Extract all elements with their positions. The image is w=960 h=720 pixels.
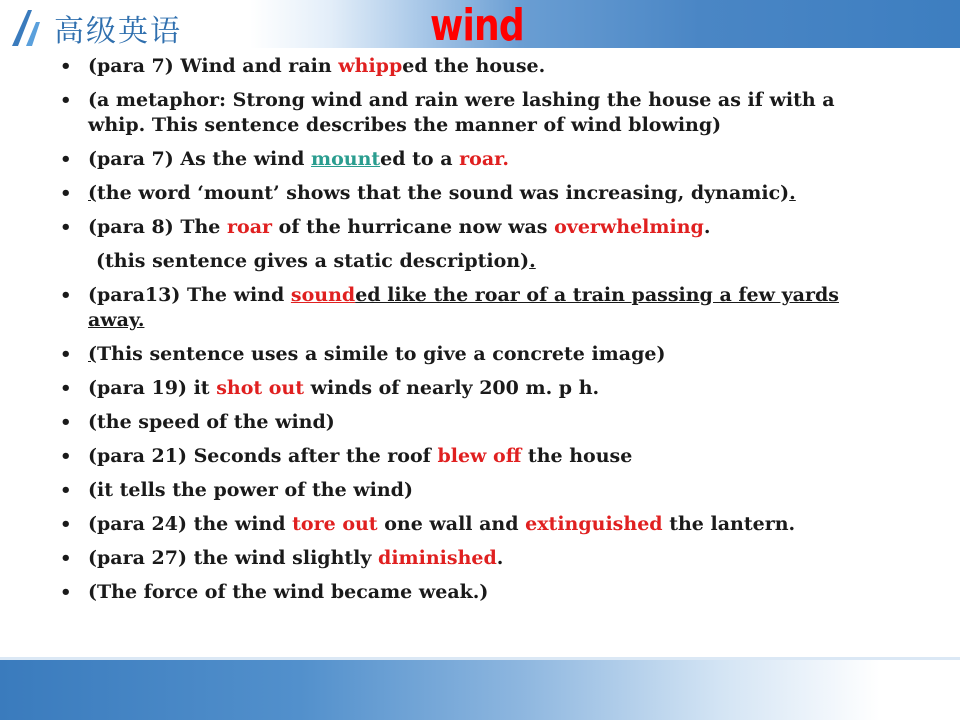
text-segment: (para 7) Wind and rain [88,55,339,77]
text-segment: . [703,216,711,238]
text-segment: whipp [338,55,403,77]
bullet-icon: • [60,582,72,603]
text-segment: tore out [292,513,378,535]
logo-text: 高级英语 [54,14,182,49]
text-segment: (this sentence gives a static description) [96,250,530,272]
text-segment: sound [290,284,356,306]
text-segment: . [789,182,796,204]
text-segment: (para13) The wind [88,284,291,306]
bullet-icon: • [60,446,72,467]
bullet-icon: • [60,56,72,77]
text-segment: the word ‘mount’ shows that the sound was increasing, dynamic) [97,182,790,204]
text-segment: . [496,547,504,569]
list-item [0,512,960,537]
list-item [0,376,960,401]
text-segment: (para 8) The [88,216,228,238]
text-segment: ( [88,343,97,365]
text-segment: winds of nearly 200 m. p h. [304,377,600,399]
bullet-icon: • [60,183,72,204]
text-segment: (the speed of the wind) [88,411,335,433]
bullet-icon: • [60,480,72,501]
bullet-icon: • [60,90,72,111]
text-segment: roar [227,216,273,238]
text-segment: (para 24) the wind [88,513,293,535]
text-segment: (para 21) Seconds after the roof [88,445,438,467]
text-segment: ed the house. [402,55,546,77]
text-segment: (a metaphor: Strong wind and rain were lashing the house as if with a whip. This sentence describes the manner of wind blowing) [88,89,835,136]
text-segment: blew off [437,445,522,467]
bullet-icon: • [60,514,72,535]
footer-band [0,660,960,720]
list-item [0,580,960,605]
text-segment: diminished [378,547,497,569]
text-segment: (para 19) it [88,377,217,399]
bullet-icon: • [60,548,72,569]
list-item [0,181,960,206]
text-segment: the house [521,445,633,467]
text-segment: mount [310,148,381,170]
text-segment: (it tells the power of the wind) [88,479,413,501]
text-segment: (para 27) the wind slightly [88,547,379,569]
text-segment: of the hurricane now was [272,216,555,238]
bullet-icon: • [60,412,72,433]
bullet-icon: • [60,149,72,170]
text-segment: the lantern. [662,513,796,535]
bullet-list [0,54,960,614]
text-segment: (para 7) As the wind [88,148,311,170]
list-item [0,215,960,240]
list-item [0,249,960,274]
slide-title: wind [430,0,524,51]
text-segment: roar. [459,148,510,170]
text-segment: extinguished [525,513,663,535]
bullet-icon: • [60,378,72,399]
list-item [0,478,960,503]
bullet-icon: • [60,344,72,365]
list-item [0,410,960,435]
list-item [0,342,960,367]
text-segment: one wall and [377,513,526,535]
bullet-icon: • [60,217,72,238]
logo-icon [6,6,52,52]
list-item [0,54,960,79]
text-segment: ed like the roar of a train passing a few yards away. [88,284,839,331]
bullet-icon: • [60,285,72,306]
text-segment: (The force of the wind became weak.) [88,581,489,603]
list-item [0,283,960,333]
text-segment: shot out [216,377,305,399]
text-segment: This sentence uses a simile to give a concrete image) [97,343,666,365]
text-segment: . [529,250,536,272]
list-item [0,88,960,138]
text-segment: overwhelming [554,216,704,238]
text-segment: ed to a [380,148,460,170]
list-item [0,546,960,571]
text-segment: ( [88,182,97,204]
list-item [0,147,960,172]
list-item [0,444,960,469]
